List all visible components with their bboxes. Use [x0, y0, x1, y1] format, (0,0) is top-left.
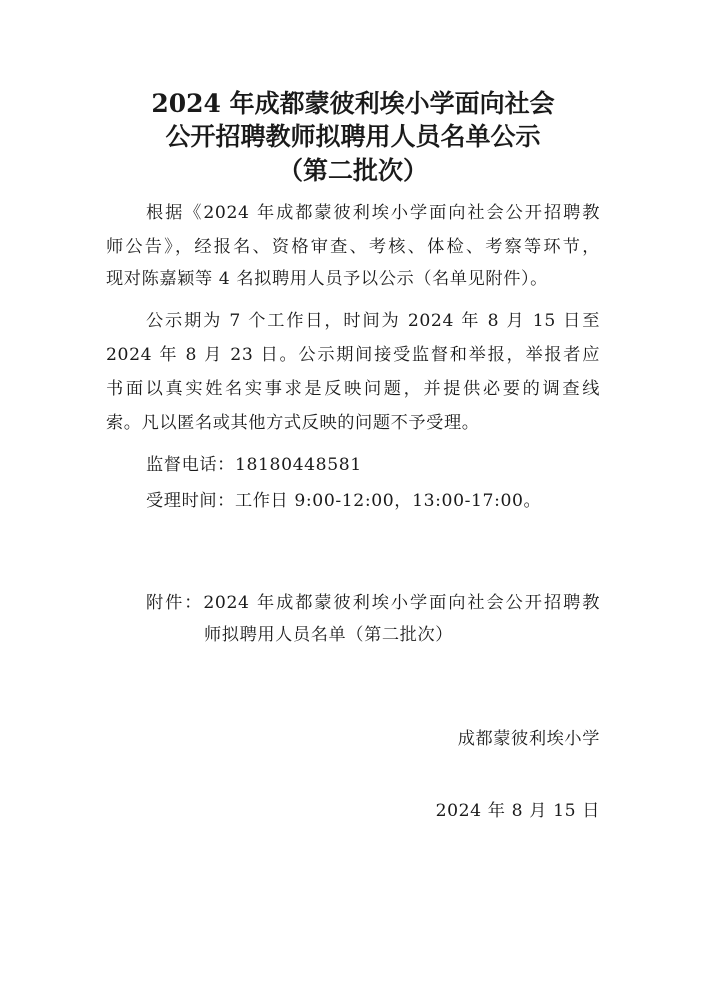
body-line-4: 公示期为 7 个工作日，时间为 2024 年 8 月 15 日至	[146, 311, 600, 331]
signature-organization: 成都蒙彼利埃小学	[457, 729, 600, 749]
supervision-phone: 监督电话：18180448581	[146, 455, 362, 475]
attachment-line-1: 附件：2024 年成都蒙彼利埃小学面向社会公开招聘教	[146, 593, 600, 613]
body-line-5: 2024 年 8 月 23 日。公示期间接受监督和举报，举报者应	[106, 345, 600, 365]
attachment-line-2: 师拟聘用人员名单（第二批次）	[204, 625, 454, 645]
body-line-3: 现对陈嘉颖等 4 名拟聘用人员予以公示（名单见附件）。	[106, 269, 548, 289]
title-line-3: （第二批次）	[277, 156, 428, 185]
body-line-6: 书面以真实姓名实事求是反映问题，并提供必要的调查线	[106, 379, 600, 399]
signature-date: 2024 年 8 月 15 日	[435, 801, 600, 821]
office-hours: 受理时间：工作日 9:00-12:00，13:00-17:00。	[146, 491, 542, 511]
title-line-2: 公开招聘教师拟聘用人员名单公示	[165, 122, 541, 151]
body-line-2: 师公告》，经报名、资格审查、考核、体检、考察等环节，	[106, 237, 600, 257]
title-line-1: 2024 年成都蒙彼利埃小学面向社会	[151, 89, 555, 118]
body-line-7: 索。凡以匿名或其他方式反映的问题不予受理。	[106, 413, 480, 433]
body-line-1: 根据《2024 年成都蒙彼利埃小学面向社会公开招聘教	[146, 203, 600, 223]
